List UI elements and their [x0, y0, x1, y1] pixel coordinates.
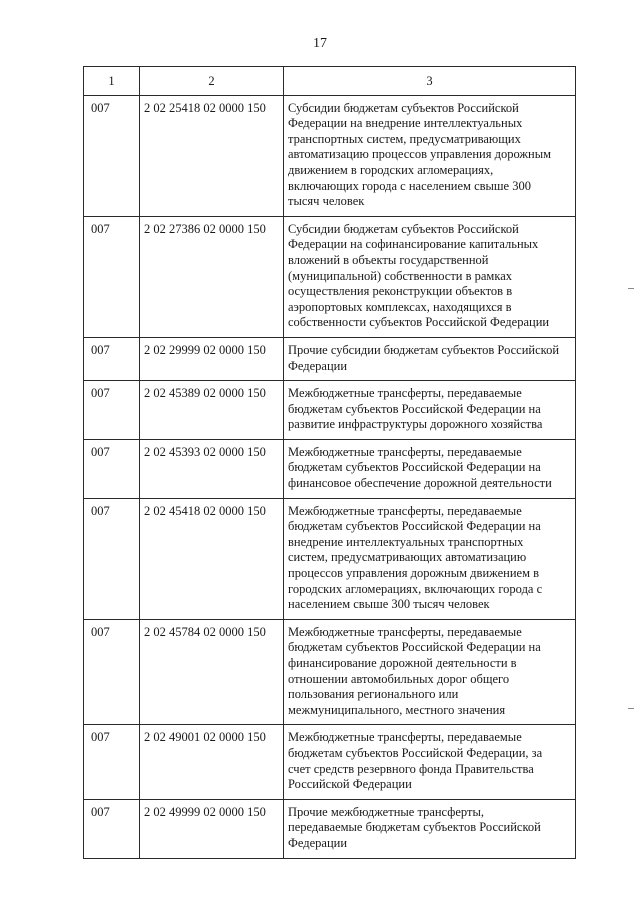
admin-code-cell: 007	[84, 799, 140, 858]
description-cell	[284, 216, 576, 337]
description-line: процессов управления дорожным движением в	[288, 566, 540, 581]
table-row	[84, 799, 576, 858]
table-row	[84, 337, 576, 380]
budget-code-cell: 2 02 45784 02 0000 150	[140, 619, 284, 725]
description-line: бюджетам субъектов Российской Федерации на	[288, 460, 541, 475]
description-line: (муниципальной) собственности в рамках	[288, 268, 513, 283]
description-line: тысяч человек	[288, 194, 365, 209]
description-line: городских агломерациях, включающих города с	[288, 581, 543, 596]
description-cell	[284, 337, 576, 380]
description-line: Субсидии бюджетам субъектов Российской	[288, 100, 519, 115]
description-line: бюджетам субъектов Российской Федерации, за	[288, 745, 543, 760]
description-line: осуществления реконструкции объектов в	[288, 284, 513, 299]
column-header-3: 3	[284, 67, 576, 96]
description-line: бюджетам субъектов Российской Федерации на	[288, 519, 541, 534]
description-line: населением свыше 300 тысяч человек	[288, 597, 490, 612]
column-header-2: 2	[140, 67, 284, 96]
description-line: Межбюджетные трансферты, передаваемые	[288, 730, 522, 745]
description-line: пользования регионального или	[288, 687, 459, 702]
description-line: финансовое обеспечение дорожной деятельности	[288, 476, 552, 491]
description-cell	[284, 498, 576, 619]
description-cell	[284, 439, 576, 498]
admin-code-cell: 007	[84, 216, 140, 337]
description-line: Российской Федерации	[288, 777, 412, 792]
admin-code-cell: 007	[84, 619, 140, 725]
budget-code-cell: 2 02 45389 02 0000 150	[140, 381, 284, 440]
description-line: автоматизацию процессов управления дорожным	[288, 147, 552, 162]
description-line: Федерации на внедрение интеллектуальных	[288, 116, 523, 131]
table-row	[84, 95, 576, 216]
description-line: счет средств резервного фонда Правительства	[288, 761, 534, 776]
description-line: Федерации	[288, 358, 348, 373]
description-line: включающих города с населением свыше 300	[288, 178, 531, 193]
description-line: движением в городских агломерациях,	[288, 162, 494, 177]
budget-code-cell: 2 02 45418 02 0000 150	[140, 498, 284, 619]
description-line: вложений в объекты государственной	[288, 252, 489, 267]
admin-code-cell: 007	[84, 337, 140, 380]
description-line: Межбюджетные трансферты, передаваемые	[288, 624, 522, 639]
margin-mark	[628, 708, 634, 709]
table-header-row	[84, 67, 576, 96]
admin-code-cell: 007	[84, 95, 140, 216]
description-line: бюджетам субъектов Российской Федерации на	[288, 640, 541, 655]
description-line: передаваемые бюджетам субъектов Российской	[288, 820, 541, 835]
description-line: развитие инфраструктуры дорожного хозяйства	[288, 417, 543, 432]
admin-code-cell: 007	[84, 381, 140, 440]
margin-mark	[628, 288, 634, 289]
budget-code-cell: 2 02 25418 02 0000 150	[140, 95, 284, 216]
budget-code-cell: 2 02 49999 02 0000 150	[140, 799, 284, 858]
page-number: 17	[313, 36, 327, 51]
budget-code-cell: 2 02 27386 02 0000 150	[140, 216, 284, 337]
description-cell	[284, 725, 576, 799]
description-cell	[284, 799, 576, 858]
description-line: внедрение интеллектуальных транспортных	[288, 534, 524, 549]
table-row	[84, 498, 576, 619]
description-line: бюджетам субъектов Российской Федерации на	[288, 401, 541, 416]
description-line: систем, предусматривающих автоматизацию	[288, 550, 527, 565]
budget-code-cell: 2 02 29999 02 0000 150	[140, 337, 284, 380]
description-line: Федерации	[288, 835, 348, 850]
admin-code-cell: 007	[84, 498, 140, 619]
description-line: финансирование дорожной деятельности в	[288, 656, 517, 670]
admin-code-cell: 007	[84, 725, 140, 799]
description-cell	[284, 95, 576, 216]
description-line: Федерации на софинансирование капитальных	[288, 237, 539, 252]
table-row	[84, 725, 576, 799]
description-cell	[284, 381, 576, 440]
description-line: транспортных систем, предусматривающих	[288, 131, 521, 146]
table-row	[84, 619, 576, 725]
description-line: межмуниципального, местного значения	[288, 702, 506, 717]
table-body	[84, 95, 576, 858]
description-line: Прочие межбюджетные трансферты,	[288, 804, 484, 819]
budget-code-cell: 2 02 49001 02 0000 150	[140, 725, 284, 799]
description-line: отношении автомобильных дорог общего	[288, 671, 510, 686]
table-row	[84, 381, 576, 440]
budget-code-cell: 2 02 45393 02 0000 150	[140, 439, 284, 498]
description-line: Прочие субсидии бюджетам субъектов Российской	[288, 342, 560, 357]
description-line: собственности субъектов Российской Федерации	[288, 315, 550, 330]
description-line: Межбюджетные трансферты, передаваемые	[288, 503, 522, 518]
description-line: Межбюджетные трансферты, передаваемые	[288, 444, 522, 459]
description-line: аэропортовых комплексах, находящихся в	[288, 299, 512, 314]
description-line: Субсидии бюджетам субъектов Российской	[288, 221, 519, 236]
description-cell	[284, 619, 576, 725]
table-row	[84, 439, 576, 498]
column-header-1: 1	[84, 67, 140, 96]
admin-code-cell: 007	[84, 439, 140, 498]
budget-codes-table	[83, 66, 576, 859]
table-row	[84, 216, 576, 337]
description-line: Межбюджетные трансферты, передаваемые	[288, 386, 522, 401]
